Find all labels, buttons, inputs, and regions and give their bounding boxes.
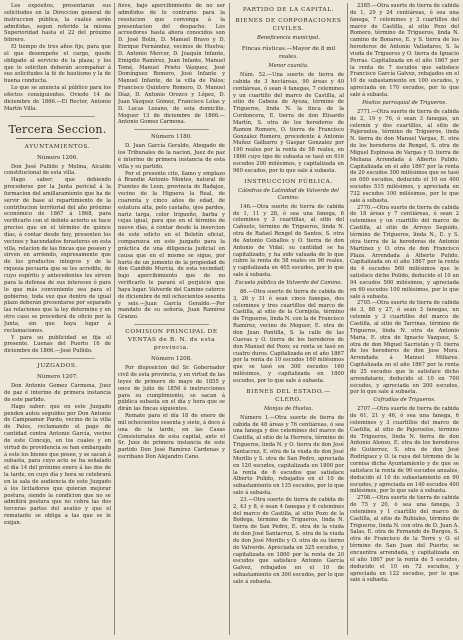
subsection-title: Escuela pública de Valverde del Camino. xyxy=(234,279,343,286)
paragraph: D. Juan García Geraldo, Abogado de los Tribunales de la nacion, Juez de paz é interino de primera instancia de esta villa y su partido. xyxy=(118,143,225,170)
section-subheading: COMISION PRINCIPAL DE VENTAS de B. N. de esta provincia. xyxy=(125,329,218,352)
notice-number: Número 1208. xyxy=(151,356,192,363)
paragraph: Don José Pullido y Molina, Alcalde constitucional de esta villa. xyxy=(4,163,111,177)
paragraph: 86.—Otra suerte de tierra de cabida de 3, 26 y 31 ó sean cinco fanegas, dos celemines y tres cuartillos del marco de Castilla, al sitio de la Cornijola, término de Trigueros, linda N. con la de Francisco Ramírez, vecino de Moguer, E. otra de don Juan Pantilla, S. la calle de las Cuevas y O. tierra de los herederos de don Manuel del Pozo; su renta se tasó en cuatro duros. Capitalizada en el año 1867 por la renta de 10 escudos 160 milésimos que se tasó en 300 escudos 160 milésimos, y capitalizada en 1800 escudos, por lo que sale á subasta. xyxy=(233,288,344,384)
column-4 xyxy=(350,3,459,635)
paragraph: Por disposicion del Sr. Gobernador civil de esta provincia, y en virtud de las leyes de primero de mayo de 1855 y once de julio de 1856 é instrucciones para su cumplimiento, se sacan á pública subasta en el día y hora que se dirán las fincas siguientes. xyxy=(118,365,225,413)
paragraph: 2385.—Otra suerte de tierra de cabida de 1, 29 y 24 centiáreas, ó sea una fanega, 7 celemines y 3 cuartillos del marco de Castilla, al sitio Pozo del Romero, término de Trigueros, linda N. camino de Bonares, E. y S. tierra de los herederos de Antonio Valladares, S. la viuda de Trigueros y O. tierra de Ignacio Porras. Capitalizada en el año 1867 por la renta de 7 escudos que satisface Francisco García Galvez, rebajados en el 10 de subastamiento en 100 escudos, y apreciada en 170 escudos, por lo que sale á subasta. xyxy=(350,3,459,98)
divider xyxy=(20,358,95,359)
paragraph: Don Antonio Gomez Carmona, Juez de paz é interino de primera instancia de este partido. xyxy=(4,383,111,403)
section-subheading: BIENES DE CORPORACIONES CIVILES. xyxy=(235,18,342,32)
notice-number: Número 1207. xyxy=(37,374,78,381)
section-subheading: AYUNTAMIENTOS. xyxy=(24,143,91,150)
section-heading: Tercera Seccion. xyxy=(8,122,107,136)
section-subheading: INSTRUCCION PÚBLICA. xyxy=(244,178,333,185)
paragraph: Remate para el día 18 de enero de mil ochocientos sesenta y siete, á doce á una de la tarde, en las Casas Consistoriales de esta capital, ante el Sr. Juez de primera instancia de este partido Don José Ramírez Cardenas y escribano Don Alejandro Cano. xyxy=(118,413,225,461)
paragraph: Y para su publicidad se fija el presente. Luenas del Puerto 16 de diciembre de 1866.—José Pullido. xyxy=(4,334,111,355)
notice-number: Número 1180. xyxy=(151,134,192,141)
subsection-title: Cátedras de Latinidad de Valverde del Camino. xyxy=(238,187,339,201)
paragraph: Núm. 52.—Una suerte de tierra de cabida de 3 hectáreas, 90 áreas y 40 centiáreas, ó sean 4 fanegas, 7 celemines y un cuartillo del marco de Castilla, al sitio de Cabeza de Ayoza, término de Trigueros, linda N. la finca de la Cordoncera, E. tierra de don Elisardo Martín, S. otra de los herederos de Ramon Romero, O. tierra de Francisco Gonzalez Romero, procedente á Antonio Muñoz Galbarro y Gaspar Gonzalez por 190 reales por la renta de 58 reales, en 1866 cuyo tipo de subasta se tasó en 616 escudos 200 milésimos, y capitalizada en 960 escudos, por lo que sale á subasta. xyxy=(233,72,344,174)
divider xyxy=(20,116,95,117)
paragraph: Hago saber: que en este Juzgado penden autos seguidos por Don Antonio de Campoamor Pardo, vecino de la villa de Palos, reclamando el pago de cantidad contra Antonio García, vecino de este Concejo, en los cuales y en virtud de providencia se han embargado á este los bienes que posee, y se sacan á subasta, para cuyo acto se ha señalado el día 14 del próximo enero á las dos de la tarde, en cuyo día y hora se celebrará en la sala de audiencia de este Juzgado á los licitadores que quieran mejorar postura, siendo la condicion que no se admitirá postura que no cubra las dos terceras partes del avalúo y que el rematante se obliga a las que se le exijan. xyxy=(4,403,111,526)
divider xyxy=(16,138,99,139)
paragraph: El tiempo de tres años fijo, para que el que desempeñe el cargo, quede obligado al servicio de la plaza; y los que lo soliciten deberán acompañar á sus solicitudes la fé de bautismo y la de buena conducta. xyxy=(4,44,111,85)
paragraph: Los expósitos, presentarán sus solicitudes en la Direccion general de instruccion pública, la cuales serán admitidas, segun referido la misma Superioridad hasta el 22 del próximo febrero. xyxy=(4,3,111,44)
subsection-title: Cofradías de Trigueros. xyxy=(373,397,436,404)
divider xyxy=(134,324,209,325)
section-subheading: BIENES DEL ESTADO.—CLERO. xyxy=(246,388,331,403)
subsection-title: Pósitos parroquial de Trigueros. xyxy=(362,99,447,106)
divider xyxy=(134,129,209,130)
paragraph: 2771.—Otra suerte de tierra de cabida de 2, 19 y 76, ó sean 3 fanegas, un celemín y dos cuartillos, al sitio de Pajeruelos, término de Trigueros, linda N. tierra de don Manuel Vargas, E. otra de los herederos de Rengel, S. otra de Miguel Espinosa de Vargas y O. tierra de Meliana Arrendada á Alberto Pulido. Capitalizada en el año 1867 por la renta de 20 escudos 300 milésimos que se tasó en 600 escudos, deducido el 10 en 400 escudos 515 milésimos, y apreciada en 732 escudos 100 milésimos, por lo que sale á subasta. xyxy=(350,108,459,204)
column-rule xyxy=(229,3,230,635)
subsection-title: Fincas rústicas.—Mayor de 8 mil reales. xyxy=(241,46,336,60)
paragraph: fieve, bajo apercibimiento de no ser admitidos de lo contrario para la resolucion que convenga á la presentacion del despacho. Los acreedores hasta ahora conocidos son D. José Bolín, D. Manuel Bravo y D. Enrique Fernández, vecinos de Huelva; D. Antonio Mercer, D. Joaquín Infante, Emigdio Ramírez, Juan Infante, Manuel Tomé, Manuel Prieto Vázquez, José Domínguez Romero, José Infante y Manuel Infante, de la villa de Palos; Francisco Quintero Romero, D. Manuel Díaz, D. Antonio Orozco y López, D. Juan Vázquez Gómez, Francisco Lolas y D. Lucas Lozano, de esta domicilio. Moguer 13 de diciembre de 1866.—Antonio Gomez Carmona. xyxy=(118,3,225,126)
paragraph: 2707.—Otra suerte de tierra de cabida de 61, 21 y 46, ó sea una fanega, 6 celemines y 3 cuartillos del marco de Castilla, al sitio de Pajeruelos, término de Trigueros, linda N. tierra de don Antonio Alonso, E. otra de los herederos de Gutierrez, S. otra de don José Rodríguez y O. la raya del término de la cornisa dicha Ayuntamiento y de que se satisface la renta de 90 escudos anuales, deducido el 10 de subastamiento en 90 escudos, y apreciada en 140 escudos 400 milésimos, por lo que sale á subasta. xyxy=(350,406,459,495)
column-rule xyxy=(114,3,115,635)
column-rule xyxy=(347,3,348,635)
paragraph: 23.—Otra suerte de tierra de cabida de 2, 43 y 8, ó sean 4 fanegas y 6 celemines del marco de Castilla, al sitio Pozo de la Bodega, término de Trigueros, linda N. tierra de San Pedro, E. otra de la viuda de don José Santacruz, S. otra de la viuda de don José Morillo y O. otra de su tierno de Valverde. Apreciada en 325 escudos, y capitalizada en 1800 por la renta de 20 escudos que satisface Antonio García Galvez, rebajados en el 10 de subastamiento en 300 escudos, por lo que sale á subasta. xyxy=(233,496,344,585)
section-subheading: PARTIDO DE LA CAPITAL. xyxy=(242,7,335,13)
column-1 xyxy=(4,3,111,635)
subsection-title: Menor cuantía. xyxy=(268,63,309,69)
paragraph: 146.—Otra suerte de tierra de cabida de 1, 11 y 28, ó sea una fanega, 6 celemines y 3 cuartillas, al sitio del Cañuelo, término de Trigueros, linda N. otra de Rafael Rengel de Santos, S. otra de Antonio Ceballos y O. tierra de don Antonio de Vidal; su cantidad se ha capitalizado, y ha sido valuada de lo que cubre la renta de 58 reales en 96 reales, y capitalizada en 405 escudos, por lo que sale á subasta. xyxy=(233,203,344,279)
paragraph: Por el presente cito, llamo y emplazo á Brandie Antonio Montes, natural de Fuentes de Leon, provincia de Badajoz, vecino de la Higuera la Real, de cuarenta y cinco años de edad, de estatura alta, pelo castaño, ojos pardos, nariz larga, color trigueño, barba y cejas igual, para que en el término de nueve días, á contar desde la insercion de este edicto en el Boletín oficial, comparezca en este juzgado para la práctica de una diligencia judicial en causa que en el mismo se sigue, por hurto de un jumento de la propiedad de don Candido Murcia, de esta vecindad; bajo apercibimiento que de no verificarlo le parará el perjuicio que haya lugar. Valverde del Camino catorce de diciembre de mil ochocientos sesenta y seis.—Juan García Geraldo.—Por mandato de su señoría, Juan Ramírez Granzo. xyxy=(118,170,225,321)
paragraph: Hago saber: que debiendo procederse por la Junta pericial á la formacion del amillaramiento que ha de servir de base al repartimiento de la contribucion territorial del año próximo económico de 1867 á 1868, para verificarlo con el debido acierto se hace preciso que en el término de quince días, á contar desde hoy, presenten los vecinos y hacendados forasteros en esta villa, relacion de las fincas que poseen y sirven en arriendo, expresamente que de los productos integros y de la riqueza pecuaria que se les acredite, de cuyo espíritu y antecedentes les sirven para la defensa de sus intereses ó para lo que más conveniente sea para el gobierno, toda vez que dentro de igual plazo deberán presentarse por separado las relaciones que la ley determine y en otro caso se procederá de oficio por la Junta, sin que haya lugar á reclamaciones. xyxy=(4,177,111,334)
paragraph: 2705.—Otra suerte de tierra de cabida de 3, 88 y 27, ó sean 3 fanegas, un celemín y 3 cuartillos del marco de Castilla, al sitio de Tarrinas, término de Trigueros, linda N. otra de Antonio Maria, E. otra de Ignacio Vazquez, S. otra de don Miguel Sacristán y O. tierra de los herederos de don Jose Mora. Arrendada á Manuel Millares. Capitalizada en el año 1867 por la renta de 25 escudos que le satisface dicho arrendatario, deducido el 10 en 700 escudos, y apreciada en 200 escudos, por lo que sale á subasta. xyxy=(350,300,459,396)
paragraph: Número 1.—Otra suerte de tierra de cabida de 48 áreas y 76 centiáreas, ó sea una fanega y dos celemines del marco de Castilla, al sitio de la Herrera, término de Trigueros, linda N. y O. tierra de don José Santacruz, E. otra de la viuda de don José Morillo y S. otra de San Pedro, apreciada en 120 escudos, capitalizada en 1800 por la renta de 6 escudos que satisface Alberto Pulido, rebajados en el 10 de subastamiento en 135 escudos, por lo que sale á subasta. xyxy=(233,414,344,497)
notice-number: Número 1206. xyxy=(37,154,78,161)
subsection-title: Monjas de Huelva. xyxy=(263,405,314,412)
section-subheading: JUZGADOS. xyxy=(37,363,78,370)
column-2 xyxy=(118,3,225,635)
paragraph: Lo que se anuncia al público para los efectos consiguientes. Oviedo 14 de diciembre de 1866.—El Rector, Antonio Martín Villa. xyxy=(4,85,111,112)
paragraph: 2770.—Otra suerte de tierra de cabida de 18 áreas y 7 centiáreas, ó sean 2 celemines y un cuartillo del marco de Castilla, al sitio de Arroyo Seguido, término de Trigueros, linda N., E. y S. otra tierra de la herederas de Antonio Martínez y O. otra de don Francisco Plaza. Arrendada á Alberto Pulido. Capitalizada en el año 1867 por la renta de 4 escudos 560 milésimos que le satisface dicho Pulido, deducido el 10 en 94 escudos 500 milésimos, y apreciada en 60 escudos 100 milésimos, por lo que sale á subasta. xyxy=(350,204,459,300)
paragraph: 2708.—Otra suerte de tierra de cabida de 75 y 20, ó sea una fanega, 3 celemines y 1 cuartillo del marco de Castilla, al sitio de Rubiales, término de Trigueros, linda N. con otra de D. Juan A. Salas, E. otra de Fernando de Burgos, S. otra de Francisco de la Torre y O. el término de San Juan del Puerto; se encuentra arrendada, y capitalizada en el año 1867 por la renta de 5 escudos, deducido el 10 en 72 escudos, y apreciada en 122 escudos, por lo que sale á subasta. xyxy=(350,495,459,584)
column-3 xyxy=(233,3,344,635)
subsection-title: Beneficencia municipal. xyxy=(257,35,320,41)
